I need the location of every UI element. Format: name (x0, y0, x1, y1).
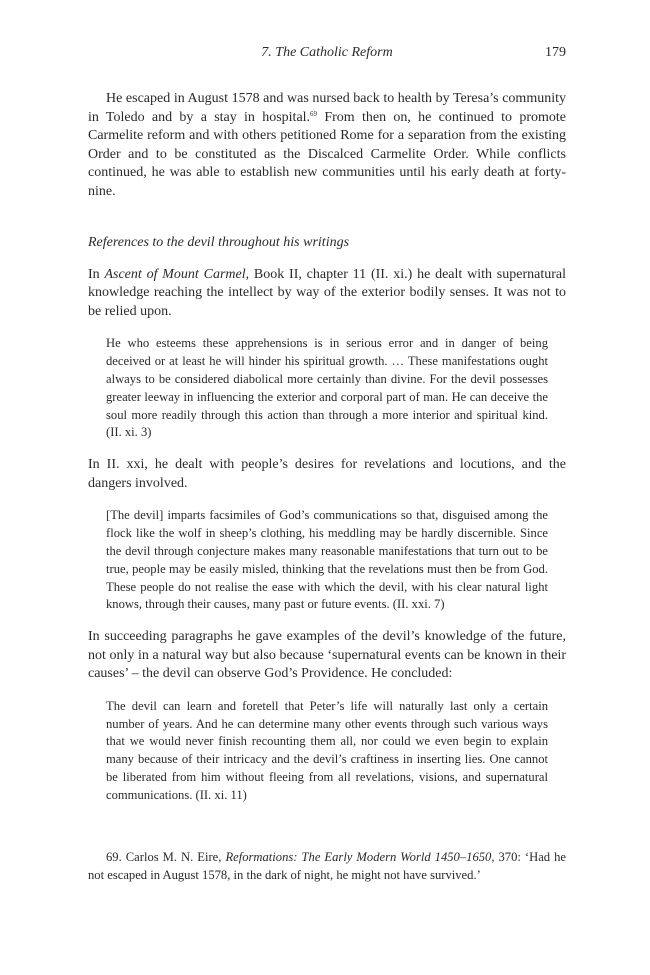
footnote-book-title: Reformations: The Early Modern World 1450–1650 (225, 850, 492, 864)
paragraph-text: He escaped in August 1578 and was nursed back to health by Teresa’s community in Toledo and by a stay in hospital. (88, 91, 566, 125)
page-header (88, 45, 566, 65)
footnote-number: 69. (106, 850, 122, 864)
footnote-author: Carlos M. N. Eire, (121, 850, 226, 864)
book-title: Ascent of Mount Carmel (104, 266, 246, 282)
block-quote-1: He who esteems these apprehensions is in serious error and in danger of being deceived or at least he will hinder his spiritual growth. … These manifestations ought always to be considered diabolical more certainly than divine. For the devil possesses greater leeway in influencing the exterior and corporal part of man. He can deceive the soul more readily through this action than through a more interior and spiritual kind. (II. xi. 3) (106, 336, 548, 440)
paragraph-ascent (88, 266, 566, 322)
footnote-ref-69[interactable]: 69 (310, 109, 318, 118)
paragraph-escape (88, 90, 566, 202)
paragraph-succeeding: In succeeding paragraphs he gave examples of the devil’s knowledge of the future, not only in a natural way but also because ‘supernatural events can be known in their causes’ – the devil can observe God’s Providence. He concluded: (88, 629, 566, 682)
page-number: 179 (545, 45, 566, 60)
block-quote-3: The devil can learn and foretell that Peter’s life will naturally last only a certain number of years. And he can determine many other events through such various ways that we would never finish recounting them all, nor could we even begin to explain many because of their intricacy and the devil’s craftiness in inserting lies. One cannot be liberated from him without fleeing from all revelations, visions, and supernatural communications. (II. xi. 11) (106, 698, 548, 802)
paragraph-text: From then on, he continued to promote Carmelite reform and with others petitioned Rome for a separation from the existing Order and to be constituted as the Discalced Carmelite Order. While conflicts continued, he was able to establish new communities until his early death at forty-nine. (88, 109, 566, 199)
section-heading: References to the devil throughout his writings (88, 234, 350, 250)
running-head: 7. The Catholic Reform (261, 45, 393, 60)
footnote-69 (88, 848, 566, 884)
paragraph-text: , Book II, chapter 11 (II. xi.) he dealt with supernatural knowledge reaching the intellect by way of the exterior bodily senses. It was not to be relied upon. (88, 266, 566, 319)
block-quote-2: [The devil] imparts facsimiles of God’s communications so that, disguised among the flock like the wolf in sheep’s clothing, his meddling may be hardly discernible. Since the devil through conjecture makes many reasonable manifestations that turn out to be true, people may be easily misled, thinking that the revelations must then be from God. These people do not realise the ease with which the devil, with his clear natural light knows, through their causes, many past or future events. (II. xxi. 7) (106, 508, 548, 612)
footnote-text: , 370: ‘Had he not escaped in August 1578, in the dark of night, he might not have survived.’ (88, 850, 566, 882)
paragraph-revelations: In II. xxi, he dealt with people’s desires for revelations and locutions, and the dangers involved. (88, 457, 566, 491)
main-text (88, 90, 566, 819)
paragraph-text: In (88, 266, 105, 282)
